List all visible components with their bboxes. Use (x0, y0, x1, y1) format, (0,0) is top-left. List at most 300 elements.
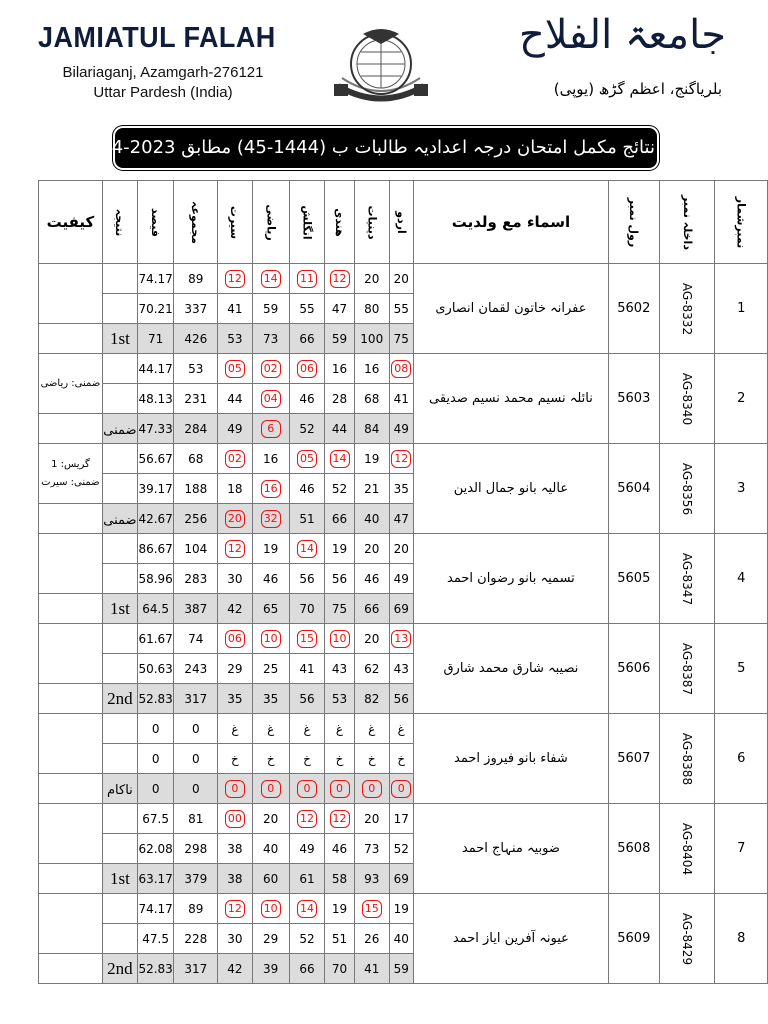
score-value: 0 (261, 780, 281, 798)
diniyat-score-cell (354, 564, 389, 594)
score-value: 0 (391, 780, 411, 798)
percent-cell: 86.67 (137, 534, 173, 564)
english-score-cell (289, 504, 324, 534)
total-cell: 89 (174, 264, 218, 294)
total-cell: 53 (174, 354, 218, 384)
score-value: 53 (227, 331, 243, 346)
score-value: 66 (299, 331, 315, 346)
percent-cell: 44.17 (137, 354, 173, 384)
urdu-score-cell (389, 894, 413, 924)
seerat-score-cell (218, 804, 252, 834)
score-value: 44 (331, 421, 348, 436)
score-value: 15 (362, 900, 382, 918)
score-value: 30 (227, 931, 243, 946)
score-value: 53 (331, 691, 348, 706)
score-value: 42 (227, 961, 243, 976)
score-value: 66 (364, 601, 380, 616)
score-value: 05 (297, 450, 317, 468)
english-score-cell (289, 864, 324, 894)
result-cell-blank (102, 564, 137, 594)
percent-cell: 74.17 (137, 264, 173, 294)
table-row (39, 624, 768, 654)
urdu-score-cell (389, 564, 413, 594)
hindi-score-cell (325, 924, 355, 954)
score-value: 82 (364, 691, 380, 706)
urdu-score-cell (389, 954, 413, 984)
score-value: 16 (331, 361, 348, 376)
roll-number: 5602 (609, 264, 659, 354)
percent-cell: 71 (137, 324, 173, 354)
math-score-cell (252, 774, 289, 804)
diniyat-score-cell (354, 714, 389, 744)
score-value: 52 (393, 841, 409, 856)
score-value: 65 (263, 601, 279, 616)
col-remarks: کیفیت (39, 181, 103, 264)
diniyat-score-cell (354, 744, 389, 774)
percent-cell: 39.17 (137, 474, 173, 504)
student-name: عفرانہ خاتون لقمان انصاری (413, 264, 608, 354)
score-value: 73 (364, 841, 380, 856)
remarks-cell: گریس: 1 ضمنی: سیرت (39, 444, 103, 504)
score-value: 80 (364, 301, 380, 316)
urdu-score-cell (389, 444, 413, 474)
remarks-cell (39, 894, 103, 954)
remarks-cell-blank (39, 774, 103, 804)
urdu-score-cell (389, 414, 413, 444)
score-value: 38 (227, 871, 243, 886)
urdu-score-cell (389, 294, 413, 324)
percent-cell: 74.17 (137, 894, 173, 924)
diniyat-score-cell (354, 504, 389, 534)
score-value: 20 (225, 510, 245, 528)
diniyat-score-cell (354, 354, 389, 384)
score-value: 16 (261, 480, 281, 498)
score-value: 40 (263, 841, 279, 856)
admission-number: AG-8356 (659, 444, 715, 534)
math-score-cell (252, 564, 289, 594)
score-value: 20 (364, 631, 380, 646)
score-value: 41 (364, 961, 380, 976)
score-value: 6 (261, 420, 281, 438)
col-diniyat: دینیات (354, 181, 389, 264)
score-value: 49 (393, 421, 409, 436)
result-cell-blank (102, 744, 137, 774)
urdu-score-cell (389, 924, 413, 954)
result-cell-blank (102, 834, 137, 864)
remarks-cell-blank (39, 864, 103, 894)
remarks-cell-blank (39, 594, 103, 624)
admission-number: AG-8388 (659, 714, 715, 804)
total-cell: 387 (174, 594, 218, 624)
score-value: 59 (263, 301, 279, 316)
score-value: 52 (299, 421, 315, 436)
hindi-score-cell (325, 804, 355, 834)
roll-number: 5606 (609, 624, 659, 714)
score-value: غ (231, 721, 239, 736)
remarks-cell (39, 714, 103, 774)
total-cell: 337 (174, 294, 218, 324)
score-value: 35 (393, 481, 409, 496)
percent-cell: 70.21 (137, 294, 173, 324)
score-value: 60 (263, 871, 279, 886)
score-value: 47 (331, 301, 348, 316)
percent-cell: 58.96 (137, 564, 173, 594)
serial-number: 5 (715, 624, 768, 714)
serial-number: 3 (715, 444, 768, 534)
hindi-score-cell (325, 894, 355, 924)
score-value: 10 (261, 900, 281, 918)
score-value: 59 (331, 331, 348, 346)
score-value: 56 (393, 691, 409, 706)
score-value: 46 (263, 571, 279, 586)
remarks-cell-blank (39, 324, 103, 354)
result-cell-blank (102, 444, 137, 474)
score-value: 19 (331, 541, 348, 556)
score-value: 14 (330, 450, 350, 468)
score-value: 02 (261, 360, 281, 378)
remarks-cell: ضمنی: ریاضی (39, 354, 103, 414)
result-cell-blank (102, 264, 137, 294)
remarks-cell (39, 264, 103, 324)
urdu-score-cell (389, 534, 413, 564)
math-score-cell (252, 324, 289, 354)
remarks-cell-blank (39, 954, 103, 984)
score-value: 11 (297, 270, 317, 288)
serial-number: 7 (715, 804, 768, 894)
roll-number: 5607 (609, 714, 659, 804)
serial-number: 4 (715, 534, 768, 624)
admission-number: AG-8404 (659, 804, 715, 894)
hindi-score-cell (325, 534, 355, 564)
score-value: 21 (364, 481, 380, 496)
col-result: نتیجہ (102, 181, 137, 264)
hindi-score-cell (325, 504, 355, 534)
math-score-cell (252, 684, 289, 714)
total-cell: 284 (174, 414, 218, 444)
score-value: 12 (225, 270, 245, 288)
math-score-cell (252, 744, 289, 774)
score-value: 51 (331, 931, 348, 946)
score-value: 02 (225, 450, 245, 468)
percent-cell: 42.67 (137, 504, 173, 534)
score-value: 70 (299, 601, 315, 616)
score-value: 51 (299, 511, 315, 526)
urdu-score-cell (389, 624, 413, 654)
total-cell: 243 (174, 654, 218, 684)
score-value: 38 (227, 841, 243, 856)
percent-cell: 48.13 (137, 384, 173, 414)
col-roll: رول نمبر (609, 181, 659, 264)
percent-cell: 52.83 (137, 684, 173, 714)
english-score-cell (289, 444, 324, 474)
urdu-score-cell (389, 594, 413, 624)
result-cell-blank (102, 624, 137, 654)
serial-number: 8 (715, 894, 768, 984)
roll-number: 5603 (609, 354, 659, 444)
score-value: 16 (263, 451, 279, 466)
seerat-score-cell (218, 564, 252, 594)
score-value: 40 (364, 511, 380, 526)
score-value: 66 (299, 961, 315, 976)
score-value: 70 (331, 961, 348, 976)
score-value: 75 (331, 601, 348, 616)
score-value: 00 (225, 810, 245, 828)
score-value: 55 (299, 301, 315, 316)
hindi-score-cell (325, 294, 355, 324)
total-cell: 317 (174, 684, 218, 714)
percent-cell: 0 (137, 744, 173, 774)
results-table (38, 180, 768, 984)
result-cell-blank (102, 714, 137, 744)
result-cell-blank (102, 894, 137, 924)
admission-number: AG-8387 (659, 624, 715, 714)
english-score-cell (289, 624, 324, 654)
seerat-score-cell (218, 324, 252, 354)
score-value: 20 (393, 541, 409, 556)
table-row (39, 804, 768, 834)
table-row (39, 714, 768, 744)
diniyat-score-cell (354, 444, 389, 474)
math-score-cell (252, 384, 289, 414)
percent-cell: 67.5 (137, 804, 173, 834)
emblem-logo (328, 16, 434, 114)
score-value: 66 (331, 511, 348, 526)
hindi-score-cell (325, 774, 355, 804)
seerat-score-cell (218, 474, 252, 504)
student-name: تسمیہ بانو رضوان احمد (413, 534, 608, 624)
hindi-score-cell (325, 744, 355, 774)
math-score-cell (252, 594, 289, 624)
score-value: 42 (227, 601, 243, 616)
institution-name-ur: جامعۃ الفلاح (518, 12, 726, 58)
seerat-score-cell (218, 444, 252, 474)
col-serial: نمبرشمار (715, 181, 768, 264)
score-value: 49 (299, 841, 315, 856)
score-value: 19 (364, 451, 380, 466)
score-value: 44 (227, 391, 243, 406)
urdu-score-cell (389, 384, 413, 414)
diniyat-score-cell (354, 594, 389, 624)
math-score-cell (252, 264, 289, 294)
col-urdu: اردو (389, 181, 413, 264)
admission-number: AG-8332 (659, 264, 715, 354)
score-value: 52 (299, 931, 315, 946)
seerat-score-cell (218, 414, 252, 444)
score-value: 12 (297, 810, 317, 828)
score-value: 0 (225, 780, 245, 798)
score-value: 100 (360, 331, 384, 346)
score-value: 69 (393, 601, 409, 616)
table-row (39, 444, 768, 474)
hindi-score-cell (325, 654, 355, 684)
score-value: خ (266, 751, 275, 766)
score-value: 13 (391, 630, 411, 648)
diniyat-score-cell (354, 924, 389, 954)
seerat-score-cell (218, 684, 252, 714)
hindi-score-cell (325, 354, 355, 384)
english-score-cell (289, 264, 324, 294)
score-value: 47 (393, 511, 409, 526)
diniyat-score-cell (354, 474, 389, 504)
score-value: 46 (299, 481, 315, 496)
math-score-cell (252, 444, 289, 474)
score-value: خ (367, 751, 376, 766)
result-cell-blank (102, 804, 137, 834)
seerat-score-cell (218, 954, 252, 984)
urdu-score-cell (389, 804, 413, 834)
hindi-score-cell (325, 714, 355, 744)
total-cell: 256 (174, 504, 218, 534)
score-value: غ (303, 721, 311, 736)
score-value: 29 (227, 661, 243, 676)
table-row (39, 894, 768, 924)
english-score-cell (289, 954, 324, 984)
urdu-score-cell (389, 774, 413, 804)
address-en-line-1: Bilariaganj, Azamgarh-276121 (62, 64, 264, 81)
table-row (39, 264, 768, 294)
score-value: 19 (393, 901, 409, 916)
percent-cell: 47.33 (137, 414, 173, 444)
total-cell: 104 (174, 534, 218, 564)
diniyat-score-cell (354, 684, 389, 714)
diniyat-score-cell (354, 414, 389, 444)
hindi-score-cell (325, 624, 355, 654)
math-score-cell (252, 864, 289, 894)
score-value: 10 (330, 630, 350, 648)
seerat-score-cell (218, 294, 252, 324)
score-value: 41 (299, 661, 315, 676)
urdu-score-cell (389, 264, 413, 294)
percent-cell: 50.63 (137, 654, 173, 684)
student-name: شفاء بانو فیروز احمد (413, 714, 608, 804)
total-cell: 283 (174, 564, 218, 594)
score-value: خ (335, 751, 344, 766)
english-score-cell (289, 924, 324, 954)
math-score-cell (252, 834, 289, 864)
total-cell: 228 (174, 924, 218, 954)
score-value: 16 (364, 361, 380, 376)
urdu-score-cell (389, 504, 413, 534)
score-value: 84 (364, 421, 380, 436)
remarks-cell-blank (39, 504, 103, 534)
score-value: 41 (393, 391, 409, 406)
result-cell: 2nd (102, 954, 137, 984)
diniyat-score-cell (354, 264, 389, 294)
score-value: 73 (263, 331, 279, 346)
result-cell-blank (102, 294, 137, 324)
score-value: غ (368, 721, 376, 736)
english-score-cell (289, 474, 324, 504)
result-cell-blank (102, 534, 137, 564)
score-value: 0 (330, 780, 350, 798)
score-value: 49 (393, 571, 409, 586)
score-value: 20 (393, 271, 409, 286)
score-value: 55 (393, 301, 409, 316)
english-score-cell (289, 564, 324, 594)
english-score-cell (289, 414, 324, 444)
english-score-cell (289, 324, 324, 354)
percent-cell: 56.67 (137, 444, 173, 474)
seerat-score-cell (218, 594, 252, 624)
score-value: 20 (364, 271, 380, 286)
percent-cell: 63.17 (137, 864, 173, 894)
hindi-score-cell (325, 474, 355, 504)
english-score-cell (289, 594, 324, 624)
diniyat-score-cell (354, 294, 389, 324)
score-value: 15 (297, 630, 317, 648)
hindi-score-cell (325, 444, 355, 474)
score-value: 05 (225, 360, 245, 378)
total-cell: 89 (174, 894, 218, 924)
score-value: 35 (263, 691, 279, 706)
math-score-cell (252, 894, 289, 924)
score-value: 75 (393, 331, 409, 346)
remarks-cell (39, 804, 103, 864)
result-cell: 2nd (102, 684, 137, 714)
score-value: 93 (364, 871, 380, 886)
score-value: 46 (331, 841, 348, 856)
remarks-cell (39, 534, 103, 594)
diniyat-score-cell (354, 834, 389, 864)
score-value: 10 (261, 630, 281, 648)
total-cell: 379 (174, 864, 218, 894)
math-score-cell (252, 924, 289, 954)
score-value: خ (303, 751, 311, 766)
hindi-score-cell (325, 564, 355, 594)
result-title-banner: نتائج مکمل امتحان درجہ اعدادیہ طالبات ب (1444-45) مطابق 2023-24 (117, 130, 655, 166)
score-value: 61 (299, 871, 315, 886)
total-cell: 0 (174, 774, 218, 804)
score-value: خ (231, 751, 239, 766)
result-cell: 1st (102, 594, 137, 624)
score-value: 35 (227, 691, 243, 706)
total-cell: 231 (174, 384, 218, 414)
urdu-score-cell (389, 474, 413, 504)
diniyat-score-cell (354, 774, 389, 804)
score-value: 18 (227, 481, 243, 496)
english-score-cell (289, 294, 324, 324)
score-value: 40 (393, 931, 409, 946)
english-score-cell (289, 834, 324, 864)
score-value: 39 (263, 961, 279, 976)
result-cell-blank (102, 354, 137, 384)
diniyat-score-cell (354, 624, 389, 654)
hindi-score-cell (325, 594, 355, 624)
score-value: 43 (331, 661, 348, 676)
english-score-cell (289, 384, 324, 414)
student-name: عیونہ آفرین ایاز احمد (413, 894, 608, 984)
seerat-score-cell (218, 504, 252, 534)
math-score-cell (252, 624, 289, 654)
score-value: 14 (297, 900, 317, 918)
remarks-cell-blank (39, 414, 103, 444)
result-cell-blank (102, 654, 137, 684)
remarks-cell (39, 624, 103, 684)
urdu-score-cell (389, 654, 413, 684)
student-name: نائلہ نسیم محمد نسیم صدیقی (413, 354, 608, 444)
serial-number: 1 (715, 264, 768, 354)
english-score-cell (289, 714, 324, 744)
score-value: 59 (393, 961, 409, 976)
score-value: غ (397, 721, 405, 736)
score-value: 14 (261, 270, 281, 288)
percent-cell: 52.83 (137, 954, 173, 984)
diniyat-score-cell (354, 894, 389, 924)
diniyat-score-cell (354, 864, 389, 894)
score-value: 68 (364, 391, 380, 406)
hindi-score-cell (325, 414, 355, 444)
admission-number: AG-8340 (659, 354, 715, 444)
